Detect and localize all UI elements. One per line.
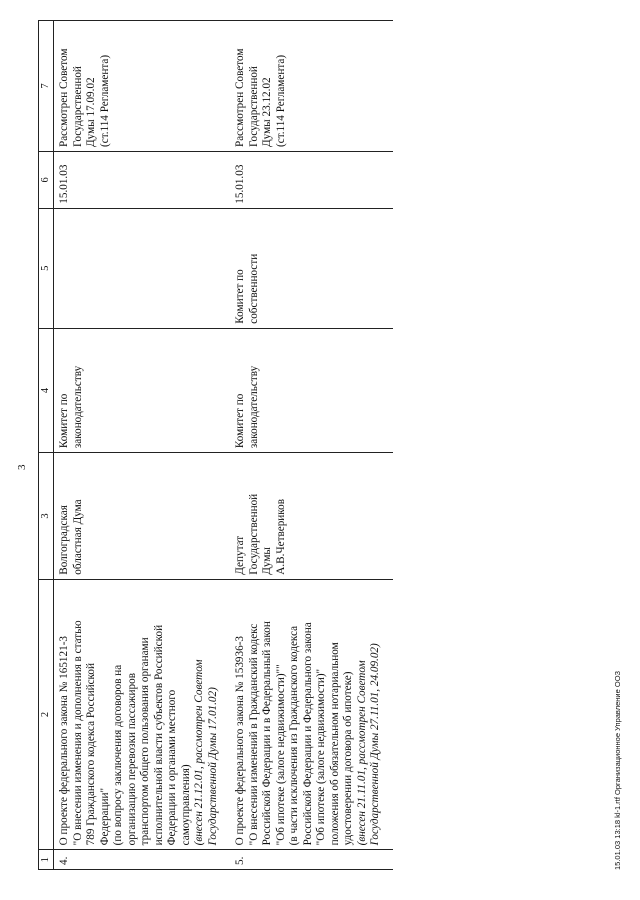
column-header: 5 — [39, 208, 54, 328]
bill-description — [54, 579, 231, 850]
title-line: О проекте федерального закона № 153936-3 — [234, 635, 246, 846]
row-number: 5. — [230, 850, 393, 870]
consideration-date: 15.01.03 — [230, 152, 393, 209]
status-line: Думы 23.12.02 — [261, 77, 273, 147]
title-line: Российской Федерации и Федерального закона — [301, 622, 314, 846]
responsible-committee — [54, 328, 231, 452]
title-line: Российской Федерации и в Федеральный закон — [261, 621, 273, 846]
title-line: удостоверении договора об ипотеке) — [342, 671, 354, 846]
responsible-committee — [230, 328, 393, 452]
title-line: "О внесении изменения и дополнения в статью — [71, 620, 84, 846]
bills-table — [38, 20, 393, 870]
title-line: (по вопросу заключения договоров на — [112, 664, 124, 846]
title-line: О проекте федерального закона № 165121-3 — [58, 635, 70, 846]
note-line: Государственной Думы 27.11.01, 24.09.02) — [369, 643, 381, 846]
title-line: положения об обязательном нотариальном — [328, 642, 341, 846]
status-line: Рассмотрен Советом — [58, 48, 70, 147]
table-row — [230, 21, 393, 870]
title-line: Федерации" — [98, 787, 111, 846]
committee-line: законодательству — [247, 365, 260, 449]
title-line: "О внесении изменений в Гражданский кодекс — [247, 623, 260, 846]
co-executor-committee — [54, 208, 231, 328]
committee-line: законодательству — [71, 365, 84, 449]
author-line: Депутат — [234, 535, 246, 575]
consideration-date: 15.01.03 — [54, 152, 231, 209]
author-line: А.В.Четвериков — [274, 498, 287, 575]
title-line: (в части исключения из Гражданского кодекса — [288, 625, 300, 846]
status-line: Государственной — [71, 66, 84, 147]
table-row — [54, 21, 231, 870]
column-header: 7 — [39, 21, 54, 152]
table-body — [54, 21, 393, 870]
status-line: Думы 17.09.02 — [85, 77, 97, 147]
status-line: (ст.114 Регламента) — [98, 54, 111, 147]
title-line: самоуправления) — [179, 764, 192, 846]
bill-author — [230, 453, 393, 580]
author-line: Государственной — [247, 493, 260, 575]
page-number: 3 — [16, 464, 28, 470]
column-number-row — [39, 21, 54, 870]
column-header: 4 — [39, 328, 54, 452]
status-line: Рассмотрен Советом — [234, 48, 246, 147]
bill-description — [230, 579, 393, 850]
co-executor-committee — [230, 208, 393, 328]
column-header: 2 — [39, 579, 54, 850]
title-line: 789 Гражданского кодекса Российской — [85, 663, 97, 846]
row-number: 4. — [54, 850, 231, 870]
author-line: Волгоградская — [58, 505, 70, 575]
committee-line: Комитет по — [58, 393, 70, 449]
status-line: (ст.114 Регламента) — [274, 54, 287, 147]
co-committee-line: собственности — [247, 253, 260, 324]
title-line: "Об ипотеке (залоге недвижимости)"" — [274, 664, 287, 846]
title-line: организацию перевозки пассажиров — [125, 673, 138, 846]
file-footer: 15.01.03 13:18 kl-1.rtf Организационное Управление ООЗ — [613, 670, 622, 870]
co-committee-line: Комитет по — [234, 269, 246, 324]
column-header: 6 — [39, 152, 54, 209]
status — [230, 21, 393, 152]
bill-author — [54, 453, 231, 580]
note-line: Государственной Думы 17.01.02) — [206, 687, 219, 846]
committee-line: Комитет по — [234, 393, 246, 449]
column-header: 1 — [39, 850, 54, 870]
title-line: Федерации и органами местного — [166, 689, 178, 846]
status-line: Государственной — [247, 66, 260, 147]
note-line: (внесен 21.11.01, рассмотрен Советом — [355, 660, 368, 846]
status — [54, 21, 231, 152]
title-line: транспортом общего пользования органами — [139, 637, 151, 846]
column-header: 3 — [39, 453, 54, 580]
title-line: "Об ипотеке (залоге недвижимости)" — [315, 668, 327, 846]
author-line: Думы — [261, 547, 273, 575]
note-line: (внесен 21.12.01, рассмотрен Советом — [193, 659, 205, 846]
title-line: исполнительной власти субъектов Российской — [152, 624, 165, 846]
author-line: областная Дума — [71, 499, 84, 575]
